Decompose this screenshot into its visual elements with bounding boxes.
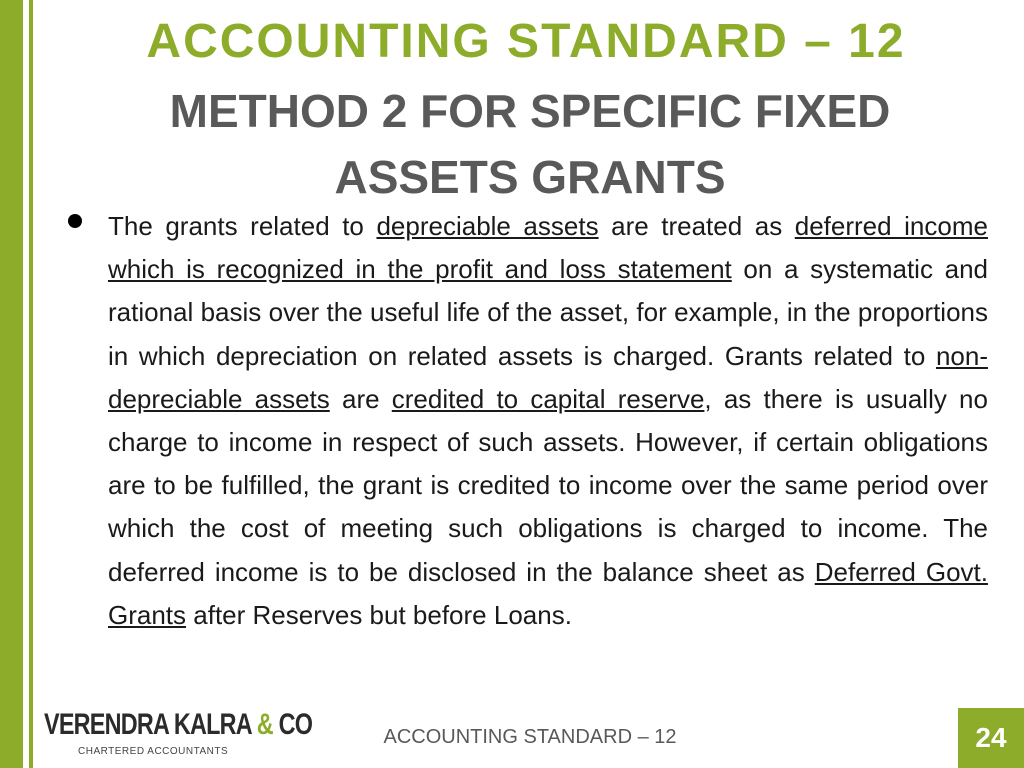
company-logo [44,708,313,764]
left-accent-line [29,0,33,768]
subtitle-line-1: METHOD 2 FOR SPECIFIC FIXED [169,85,891,137]
text-run: after Reserves but before Loans. [186,599,572,630]
slide-title: ACCOUNTING STANDARD – 12 [146,15,906,68]
logo-tagline: CHARTERED ACCOUNTANTS [78,746,229,757]
text-run: are treated as [598,211,795,241]
text-run: The grants related to [108,211,377,241]
page-number-badge: 24 [958,708,1024,768]
subtitle-line-2: ASSETS GRANTS [334,151,726,203]
underlined-term: depreciable assets [376,211,599,241]
underlined-term: deferred income which is recognized in the profit and loss statement [108,211,988,285]
logo-wordmark: VERENDRA KALRA & CO [44,708,313,741]
text-run: on a systematic and rational basis over the useful life of the asset, for example, in the proportions in which depreciation on related assets is charged. Grants related to [108,254,988,371]
slide-subtitle [60,78,1000,210]
underlined-term: Deferred Govt. Grants [108,556,989,630]
text-run: , as there is usually no charge to income in respect of such assets. However, if certain obligations are to be fulfilled, the grant is credited to income over the same period over which the cost of meeting such obligations is charged to income. The deferred income is to be disclosed in the balance sheet as [108,383,988,587]
left-accent-bar [0,0,23,768]
underlined-term: credited to capital reserve [391,383,705,414]
underlined-term: non-depreciable assets [108,340,988,414]
text-run: are [329,383,392,414]
footer-title: ACCOUNTING STANDARD – 12 [383,726,677,748]
bullet-icon [68,214,82,228]
bullet-paragraph [108,205,988,637]
